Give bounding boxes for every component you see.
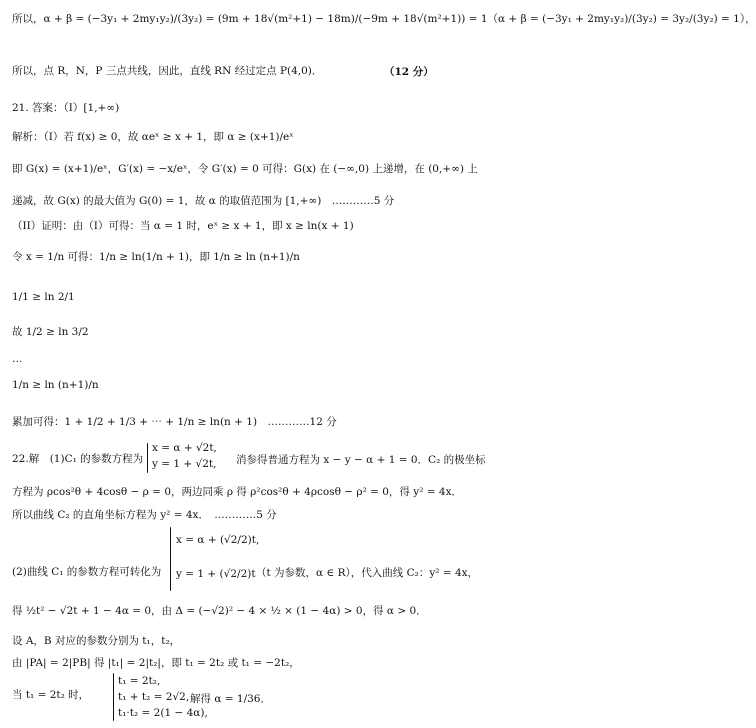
text-line: 由 |PA| = 2|PB| 得 |t₁| = 2|t₂|，即 t₁ = 2t₂ 或 t₁ = −2t₂，	[12, 657, 300, 669]
text-line: 所以曲线 C₂ 的直角坐标方程为 y² = 4x． …………5 分	[12, 509, 277, 521]
solution-text: 解得 α = 1/36．	[190, 693, 271, 705]
text-line: 累加可得：1 + 1/2 + 1/3 + ⋯ + 1/n ≥ ln(n + 1) …………12 分	[12, 416, 337, 428]
system3-brace	[113, 673, 114, 721]
text-line: 故 1/2 ≥ ln 3/2	[12, 326, 89, 338]
text-line: 递减，故 G(x) 的最大值为 G(0) = 1，故 α 的取值范围为 [1,+∞) …………5 分	[12, 195, 395, 207]
system3-line-3: t₁·t₂ = 2(1 − 4α),	[118, 707, 208, 719]
text-line: （II）证明：由（I）可得：当 α = 1 时，eˣ ≥ x + 1，即 x ≥ ln(x + 1)	[12, 220, 354, 232]
text-line: 1/1 ≥ ln 2/1	[12, 291, 75, 303]
text-line: 1/n ≥ ln (n+1)/n	[12, 379, 99, 391]
text-line: 22.解 (1)C₁ 的参数方程为	[12, 453, 144, 465]
c1-note: 消参得普通方程为 x − y − α + 1 = 0．C₂ 的极坐标	[236, 454, 486, 466]
text-line: 令 x = 1/n 可得：1/n ≥ ln(1/n + 1)，即 1/n ≥ ln (n+1)/n	[12, 251, 300, 263]
c1-param-line-2: y = 1 + √2t,	[152, 458, 217, 470]
system3-line-2: t₁ + t₂ = 2√2,	[118, 691, 190, 703]
text-line: 21. 答案：（I）[1,+∞)	[12, 102, 120, 114]
c1-param-line-1: x = α + √2t,	[152, 442, 217, 454]
text-line: (2)曲线 C₁ 的参数方程可转化为	[12, 566, 162, 578]
text-line: 所以，α + β = (−3y₁ + 2my₁y₂)/(3y₂) = (9m + 18√(m²+1) − 18m)/(−9m + 18√(m²+1)) = 1（α + β = (−3y₁ + 2my₁y₂)/(3y₂) = 3y₂/(3y₂) = 1），	[12, 13, 756, 25]
text-line: 得 ½t² − √2t + 1 − 4α = 0，由 Δ = (−√2)² − 4 × ½ × (1 − 4α) > 0，得 α > 0．	[12, 605, 427, 617]
c1-param2-line-2: y = 1 + (√2/2)t	[176, 568, 256, 580]
text-line: 设 A，B 对应的参数分别为 t₁，t₂，	[12, 635, 181, 647]
score-mark: （12 分）	[384, 66, 434, 78]
text-line: 所以，点 R，N，P 三点共线，因此，直线 RN 经过定点 P(4,0)．	[12, 65, 323, 77]
c1-param2-brace	[170, 527, 171, 591]
text-line: 解析：（I）若 f(x) ≥ 0，故 αeˣ ≥ x + 1，即 α ≥ (x+1)/eˣ	[12, 131, 294, 143]
text-line: 即 G(x) = (x+1)/eˣ，G′(x) = −x/eˣ，令 G′(x) = 0 可得：G(x) 在 (−∞,0) 上递增，在 (0,+∞) 上	[12, 163, 478, 175]
text-line: 当 t₁ = 2t₂ 时，	[12, 689, 90, 701]
system3-line-1: t₁ = 2t₂,	[118, 675, 161, 687]
text-line: …	[12, 353, 23, 365]
c1-note2: （t 为参数，α ∈ R），代入曲线 C₂：y² = 4x，	[256, 567, 479, 579]
text-line: 方程为 ρcos²θ + 4cosθ − ρ = 0，两边同乘 ρ 得 ρ²cos²θ + 4ρcosθ − ρ² = 0，得 y² = 4x．	[12, 486, 462, 498]
c1-param-brace	[147, 443, 148, 473]
c1-param2-line-1: x = α + (√2/2)t,	[176, 534, 260, 546]
